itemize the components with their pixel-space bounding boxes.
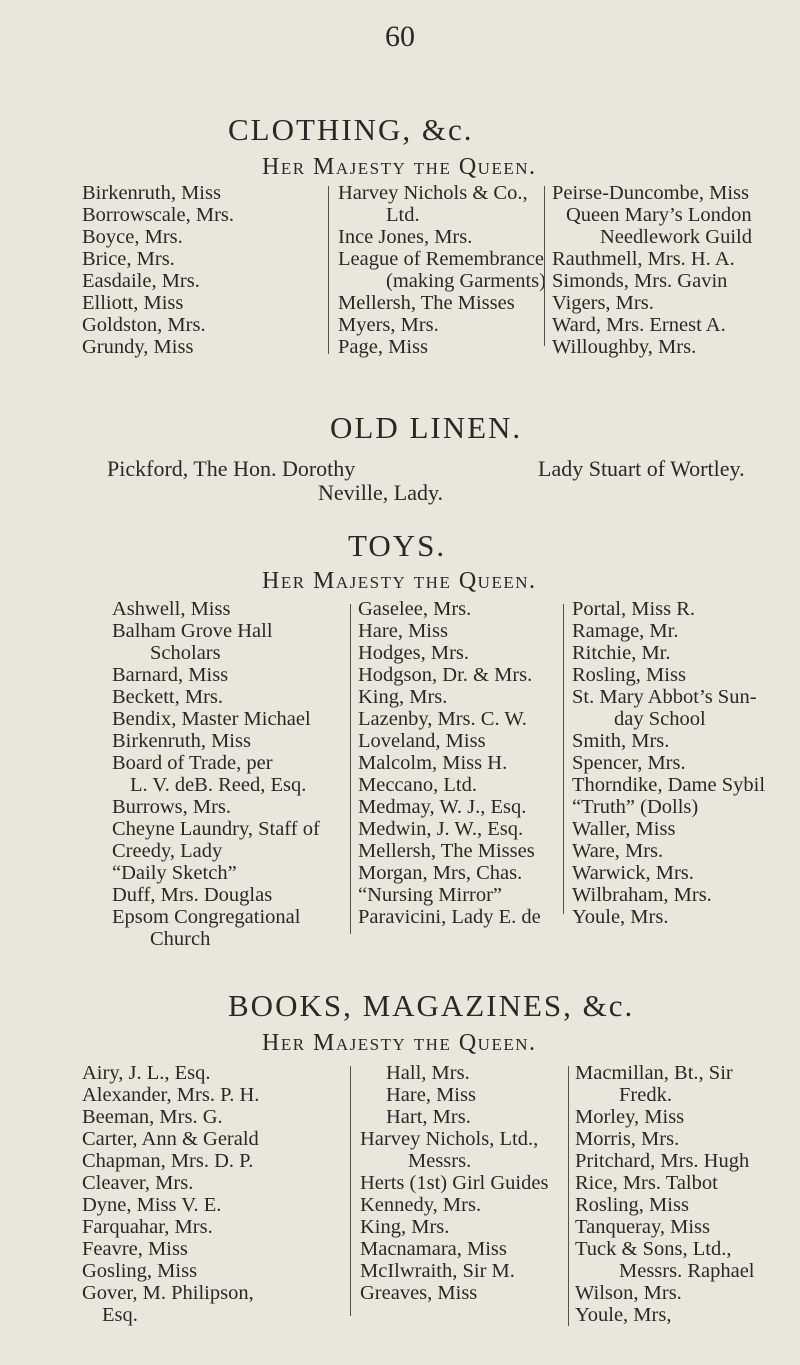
list-item: Hart, Mrs. — [386, 1106, 471, 1128]
list-item: Willoughby, Mrs. — [552, 336, 697, 358]
list-item: Hodges, Mrs. — [358, 642, 470, 664]
list-item: “Nursing Mirror” — [358, 884, 503, 906]
list-item: Herts (1st) Girl Guides — [360, 1172, 549, 1194]
list-item: day School — [614, 708, 706, 730]
list-item: Ramage, Mr. — [572, 620, 679, 642]
clothing-heading: CLOTHING, &c. — [228, 112, 474, 147]
list-item: Simonds, Mrs. Gavin — [552, 270, 728, 292]
list-item: Alexander, Mrs. P. H. — [82, 1084, 260, 1106]
books-col-1 — [82, 1062, 259, 1326]
list-item: Dyne, Miss V. E. — [82, 1194, 222, 1216]
list-item: Airy, J. L., Esq. — [82, 1062, 211, 1084]
list-item: Board of Trade, per — [112, 752, 273, 774]
toys-heading: TOYS. — [348, 528, 447, 563]
list-item: Medmay, W. J., Esq. — [358, 796, 527, 818]
column-divider — [568, 1066, 569, 1326]
list-item: Chapman, Mrs. D. P. — [82, 1150, 254, 1172]
list-item: “Truth” (Dolls) — [572, 796, 699, 818]
list-item: Burrows, Mrs. — [112, 796, 232, 818]
list-item: Ltd. — [386, 204, 420, 226]
list-item: Ritchie, Mr. — [572, 642, 671, 664]
page-number: 60 — [385, 20, 415, 53]
list-item: Balham Grove Hall — [112, 620, 273, 642]
old-linen-left: Pickford, The Hon. Dorothy — [107, 456, 356, 481]
column-divider — [544, 186, 545, 346]
list-item: Malcolm, Miss H. — [358, 752, 508, 774]
column-divider — [563, 604, 564, 914]
list-item: Mellersh, The Misses — [338, 292, 515, 314]
list-item: Page, Miss — [338, 336, 428, 358]
list-item: Duff, Mrs. Douglas — [112, 884, 273, 906]
list-item: Morley, Miss — [575, 1106, 685, 1128]
old-linen-right: Lady Stuart of Wortley. — [538, 456, 745, 481]
list-item: Cheyne Laundry, Staff of — [112, 818, 320, 840]
list-item: Scholars — [150, 642, 221, 664]
toys-subheading: Her Majesty the Queen. — [262, 568, 537, 594]
column-divider — [350, 604, 351, 934]
list-item: Meccano, Ltd. — [358, 774, 477, 796]
list-item: Rosling, Miss — [572, 664, 686, 686]
list-item: Tanqueray, Miss — [575, 1216, 711, 1238]
list-item: Birkenruth, Miss — [82, 182, 221, 204]
list-item: Peirse-Duncombe, Miss — [552, 182, 750, 204]
list-item: Medwin, J. W., Esq. — [358, 818, 524, 840]
list-item: Messrs. Raphael — [619, 1260, 755, 1282]
list-item: Morgan, Mrs, Chas. — [358, 862, 523, 884]
toys-col-1 — [112, 598, 320, 950]
list-item: Beeman, Mrs. G. — [82, 1106, 223, 1128]
list-item: Goldston, Mrs. — [82, 314, 206, 336]
list-item: Bendix, Master Michael — [112, 708, 311, 730]
list-item: Birkenruth, Miss — [112, 730, 251, 752]
list-item: Hare, Miss — [358, 620, 448, 642]
list-item: Beckett, Mrs. — [112, 686, 224, 708]
list-item: Lazenby, Mrs. C. W. — [358, 708, 527, 730]
list-item: Waller, Miss — [572, 818, 676, 840]
list-item: League of Remembrance — [338, 248, 545, 270]
list-item: Spencer, Mrs. — [572, 752, 686, 774]
list-item: Kennedy, Mrs. — [360, 1194, 482, 1216]
list-item: Esq. — [102, 1304, 138, 1326]
list-item: Hall, Mrs. — [386, 1062, 470, 1084]
list-item: Borrowscale, Mrs. — [82, 204, 235, 226]
list-item: Queen Mary’s London — [566, 204, 752, 226]
list-item: Tuck & Sons, Ltd., — [575, 1238, 732, 1260]
list-item: Creedy, Lady — [112, 840, 223, 862]
list-item: Warwick, Mrs. — [572, 862, 694, 884]
toys-col-3 — [572, 598, 765, 928]
list-item: Epsom Congregational — [112, 906, 301, 928]
list-item: Thorndike, Dame Sybil — [572, 774, 766, 796]
list-item: Gaselee, Mrs. — [358, 598, 472, 620]
list-item: Rauthmell, Mrs. H. A. — [552, 248, 735, 270]
list-item: Gover, M. Philipson, — [82, 1282, 254, 1304]
books-col-3 — [575, 1062, 755, 1326]
list-item: Rosling, Miss — [575, 1194, 689, 1216]
list-item: Ashwell, Miss — [112, 598, 231, 620]
list-item: Paravicini, Lady E. de — [358, 906, 541, 928]
books-heading: BOOKS, MAGAZINES, &c. — [228, 988, 635, 1023]
old-linen-center: Neville, Lady. — [318, 480, 444, 505]
list-item: Loveland, Miss — [358, 730, 486, 752]
books-col-2 — [360, 1062, 548, 1304]
list-item: Hare, Miss — [386, 1084, 476, 1106]
list-item: Youle, Mrs, — [575, 1304, 672, 1326]
list-item: Farquahar, Mrs. — [82, 1216, 213, 1238]
list-item: Ward, Mrs. Ernest A. — [552, 314, 726, 336]
list-item: Mellersh, The Misses — [358, 840, 535, 862]
list-item: Cleaver, Mrs. — [82, 1172, 194, 1194]
list-item: Church — [150, 928, 211, 950]
list-item: Myers, Mrs. — [338, 314, 439, 336]
list-item: Needlework Guild — [600, 226, 752, 248]
list-item: Vigers, Mrs. — [552, 292, 654, 314]
list-item: Harvey Nichols & Co., — [338, 182, 528, 204]
list-item: L. V. deB. Reed, Esq. — [130, 774, 307, 796]
list-item: King, Mrs. — [360, 1216, 450, 1238]
list-item: Macnamara, Miss — [360, 1238, 507, 1260]
list-item: Youle, Mrs. — [572, 906, 669, 928]
list-item: Ware, Mrs. — [572, 840, 664, 862]
list-item: Fredk. — [619, 1084, 672, 1106]
list-item: Portal, Miss R. — [572, 598, 696, 620]
list-item: Barnard, Miss — [112, 664, 229, 686]
clothing-col-2 — [338, 182, 546, 358]
list-item: McIlwraith, Sir M. — [360, 1260, 515, 1282]
list-item: Ince Jones, Mrs. — [338, 226, 473, 248]
list-item: Rice, Mrs. Talbot — [575, 1172, 718, 1194]
list-item: Greaves, Miss — [360, 1282, 478, 1304]
list-item: Elliott, Miss — [82, 292, 184, 314]
old-linen-heading: OLD LINEN. — [330, 410, 523, 445]
list-item: Grundy, Miss — [82, 336, 194, 358]
toys-col-2 — [358, 598, 541, 928]
clothing-subheading: Her Majesty the Queen. — [262, 154, 537, 180]
list-item: Gosling, Miss — [82, 1260, 198, 1282]
list-item: Brice, Mrs. — [82, 248, 175, 270]
list-item: St. Mary Abbot’s Sun- — [572, 686, 757, 708]
list-item: Harvey Nichols, Ltd., — [360, 1128, 539, 1150]
list-item: Boyce, Mrs. — [82, 226, 183, 248]
list-item: Pritchard, Mrs. Hugh — [575, 1150, 750, 1172]
list-item: King, Mrs. — [358, 686, 448, 708]
list-item: Smith, Mrs. — [572, 730, 670, 752]
list-item: Wilbraham, Mrs. — [572, 884, 712, 906]
clothing-col-1 — [82, 182, 234, 358]
list-item: Carter, Ann & Gerald — [82, 1128, 259, 1150]
column-divider — [328, 186, 329, 354]
list-item: Messrs. — [408, 1150, 472, 1172]
list-item: Feavre, Miss — [82, 1238, 188, 1260]
list-item: Hodgson, Dr. & Mrs. — [358, 664, 533, 686]
list-item: (making Garments) — [386, 270, 546, 292]
books-subheading: Her Majesty the Queen. — [262, 1030, 537, 1056]
list-item: Morris, Mrs. — [575, 1128, 680, 1150]
list-item: Easdaile, Mrs. — [82, 270, 200, 292]
list-item: Wilson, Mrs. — [575, 1282, 682, 1304]
clothing-col-3 — [552, 182, 752, 358]
column-divider — [350, 1066, 351, 1316]
list-item: Macmillan, Bt., Sir — [575, 1062, 733, 1084]
list-item: “Daily Sketch” — [112, 862, 237, 884]
